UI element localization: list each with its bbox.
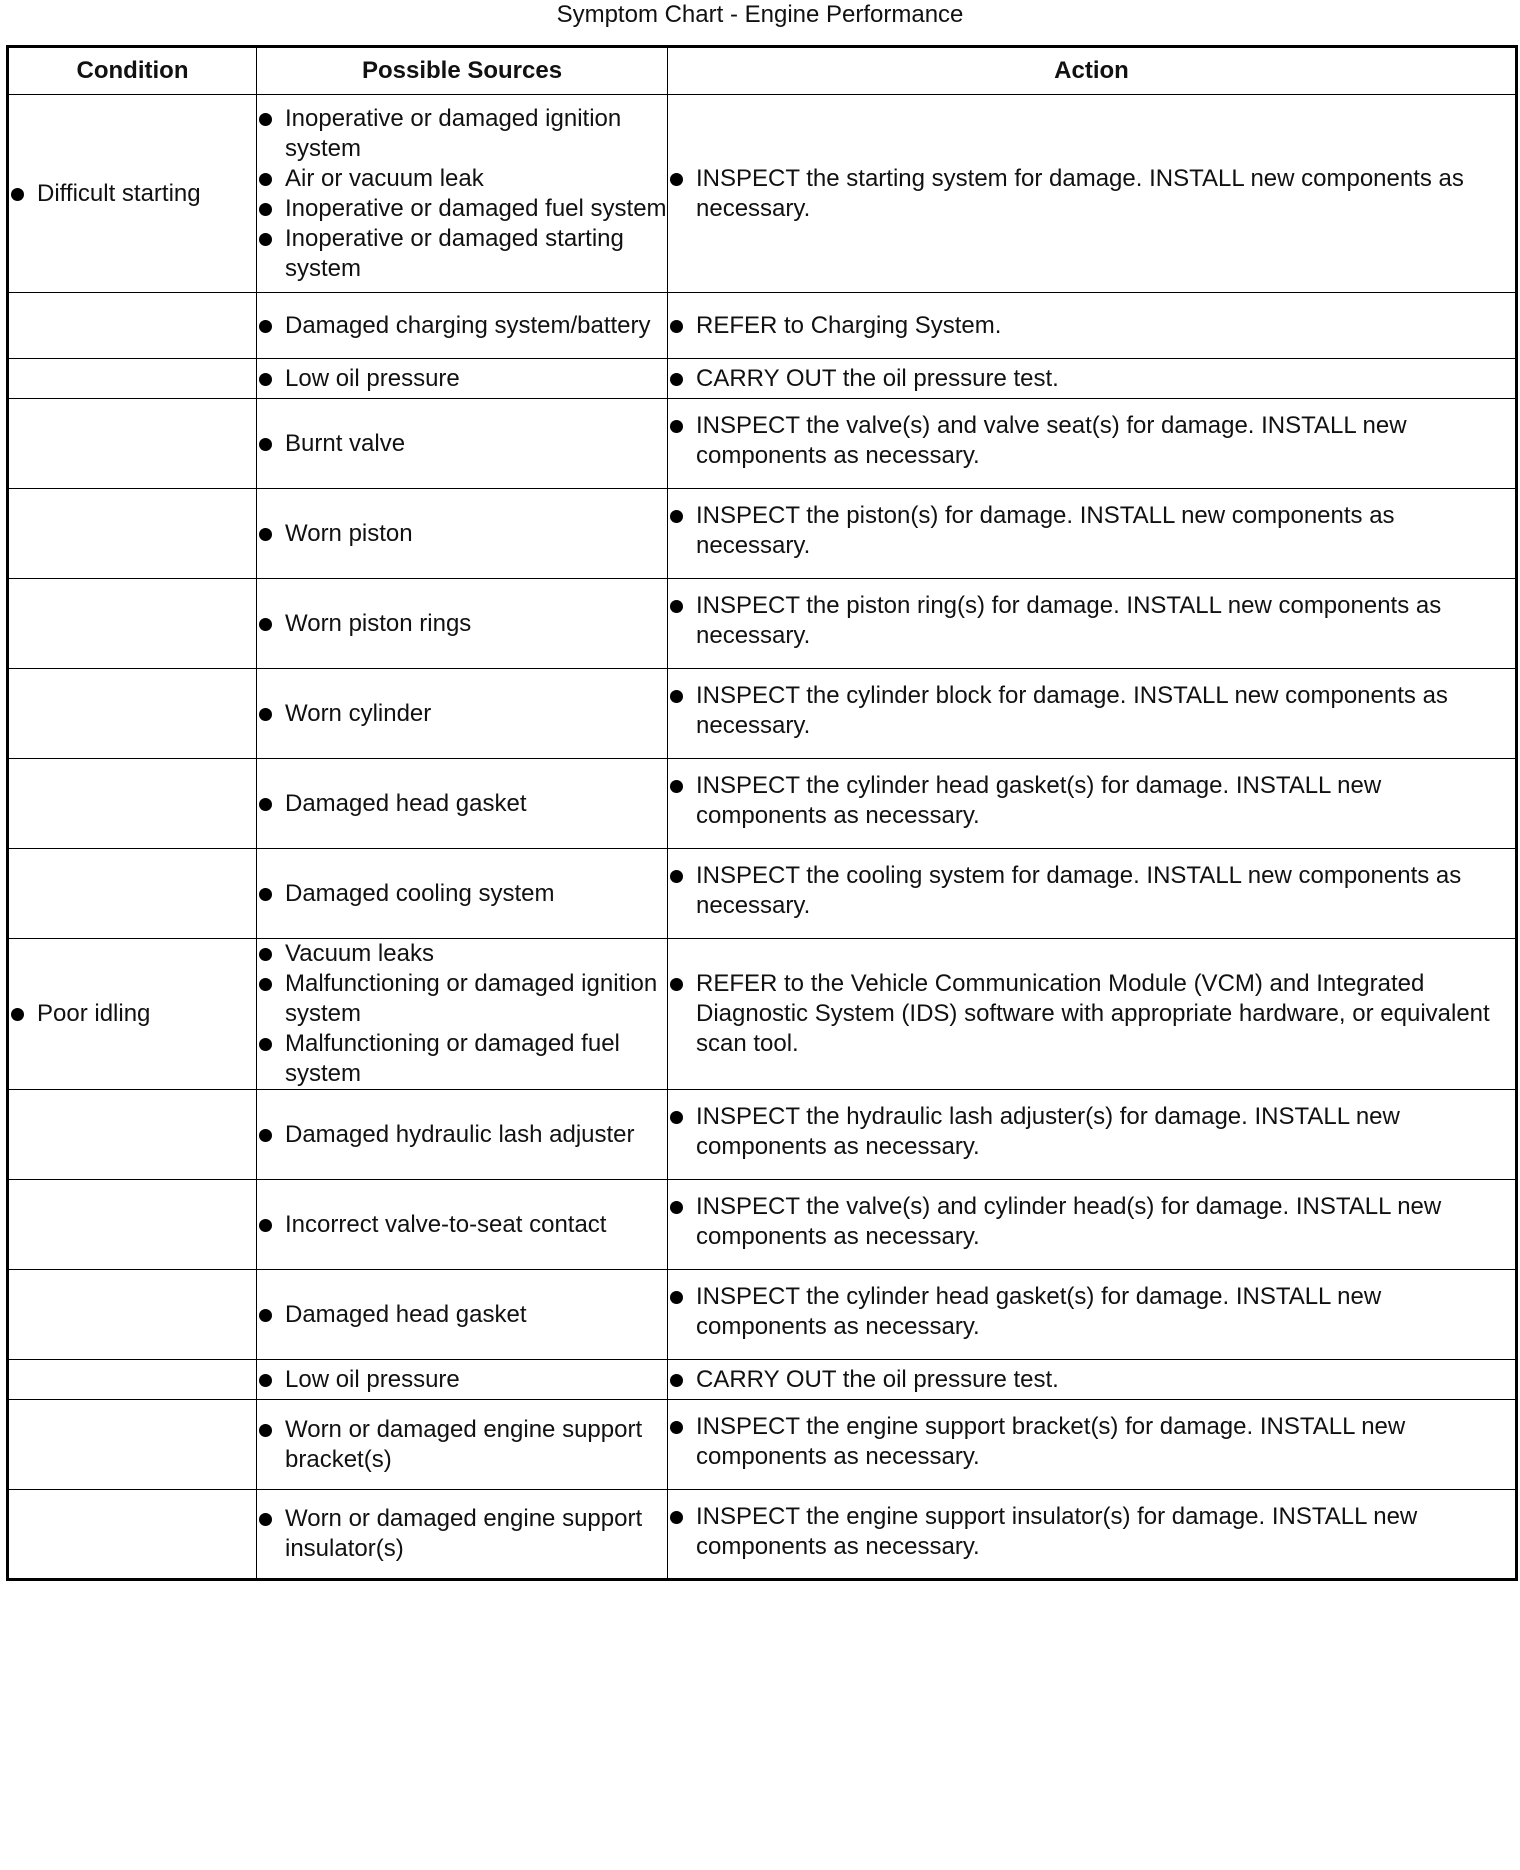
action-cell (668, 95, 1517, 293)
symptom-table (6, 45, 1518, 1581)
action-bullet-item: INSPECT the cylinder head gasket(s) for damage. INSTALL new components as necessary. (668, 1282, 1515, 1342)
possible-sources-cell (257, 1270, 668, 1360)
bullet-list (257, 311, 667, 341)
possible-sources-cell (257, 1490, 668, 1580)
action-bullet-item: INSPECT the hydraulic lash adjuster(s) for damage. INSTALL new components as necessary. (668, 1102, 1515, 1162)
condition-cell (8, 1180, 257, 1270)
bullet-list (257, 104, 667, 284)
action-cell (668, 1490, 1517, 1580)
table-row (8, 759, 1517, 849)
possible-sources-cell (257, 359, 668, 399)
bullet-list (668, 861, 1515, 921)
possible-sources-cell (257, 489, 668, 579)
sources-bullet-item: Damaged cooling system (257, 879, 667, 909)
bullet-list (257, 699, 667, 729)
table-row (8, 359, 1517, 399)
sources-bullet-item: Damaged hydraulic lash adjuster (257, 1120, 667, 1150)
action-bullet-item: INSPECT the piston ring(s) for damage. INSTALL new components as necessary. (668, 591, 1515, 651)
action-bullet-item: INSPECT the cylinder block for damage. INSTALL new components as necessary. (668, 681, 1515, 741)
possible-sources-cell (257, 1360, 668, 1400)
sources-bullet-item: Low oil pressure (257, 1365, 667, 1395)
possible-sources-cell (257, 399, 668, 489)
bullet-list (257, 939, 667, 1089)
bullet-list (668, 1282, 1515, 1342)
action-cell (668, 759, 1517, 849)
action-cell (668, 1360, 1517, 1400)
bullet-list (668, 501, 1515, 561)
sources-bullet-item: Worn piston (257, 519, 667, 549)
action-bullet-item: REFER to Charging System. (668, 311, 1515, 341)
condition-cell (8, 579, 257, 669)
condition-cell (8, 359, 257, 399)
action-cell (668, 399, 1517, 489)
condition-cell (8, 939, 257, 1090)
bullet-list (668, 1502, 1515, 1562)
table-row (8, 399, 1517, 489)
bullet-list (257, 1415, 667, 1475)
table-row (8, 293, 1517, 359)
bullet-list (257, 1300, 667, 1330)
condition-cell (8, 1490, 257, 1580)
table-row (8, 1090, 1517, 1180)
bullet-list (257, 1210, 667, 1240)
bullet-list (668, 311, 1515, 341)
sources-bullet-item: Low oil pressure (257, 364, 667, 394)
bullet-list (257, 879, 667, 909)
condition-cell (8, 399, 257, 489)
action-cell (668, 579, 1517, 669)
header-possible-sources: Possible Sources (257, 47, 668, 95)
possible-sources-cell (257, 1180, 668, 1270)
bullet-list (9, 999, 256, 1029)
table-header-row (8, 47, 1517, 95)
header-action: Action (668, 47, 1517, 95)
possible-sources-cell (257, 939, 668, 1090)
action-cell (668, 1090, 1517, 1180)
action-cell (668, 1270, 1517, 1360)
possible-sources-cell (257, 849, 668, 939)
bullet-list (668, 1412, 1515, 1472)
action-bullet-item: INSPECT the piston(s) for damage. INSTALL new components as necessary. (668, 501, 1515, 561)
bullet-list (668, 1365, 1515, 1395)
action-cell (668, 669, 1517, 759)
action-bullet-item: INSPECT the starting system for damage. INSTALL new components as necessary. (668, 164, 1515, 224)
bullet-list (668, 771, 1515, 831)
action-cell (668, 849, 1517, 939)
action-bullet-item: INSPECT the cooling system for damage. INSTALL new components as necessary. (668, 861, 1515, 921)
condition-bullet-item: Difficult starting (9, 179, 256, 209)
sources-bullet-item: Worn or damaged engine support bracket(s) (257, 1415, 667, 1475)
sources-bullet-item: Damaged head gasket (257, 1300, 667, 1330)
bullet-list (257, 429, 667, 459)
action-bullet-item: INSPECT the cylinder head gasket(s) for damage. INSTALL new components as necessary. (668, 771, 1515, 831)
action-bullet-item: CARRY OUT the oil pressure test. (668, 1365, 1515, 1395)
bullet-list (668, 1192, 1515, 1252)
possible-sources-cell (257, 1090, 668, 1180)
sources-bullet-item: Damaged head gasket (257, 789, 667, 819)
table-row (8, 849, 1517, 939)
action-cell (668, 1400, 1517, 1490)
condition-cell (8, 293, 257, 359)
action-cell (668, 1180, 1517, 1270)
bullet-list (257, 609, 667, 639)
table-row (8, 489, 1517, 579)
action-cell (668, 359, 1517, 399)
table-body (8, 95, 1517, 1580)
table-row (8, 1180, 1517, 1270)
bullet-list (257, 1365, 667, 1395)
header-condition: Condition (8, 47, 257, 95)
bullet-list (668, 164, 1515, 224)
sources-bullet-item: Malfunctioning or damaged fuel system (257, 1029, 667, 1089)
table-row (8, 579, 1517, 669)
action-bullet-item: INSPECT the valve(s) and valve seat(s) for damage. INSTALL new components as necessary. (668, 411, 1515, 471)
bullet-list (668, 591, 1515, 651)
bullet-list (668, 1102, 1515, 1162)
action-bullet-item: INSPECT the engine support bracket(s) for damage. INSTALL new components as necessary. (668, 1412, 1515, 1472)
sources-bullet-item: Air or vacuum leak (257, 164, 667, 194)
bullet-list (257, 519, 667, 549)
chart-title: Symptom Chart - Engine Performance (556, 1, 964, 28)
sources-bullet-item: Malfunctioning or damaged ignition system (257, 969, 667, 1029)
table-row (8, 1270, 1517, 1360)
table-row (8, 669, 1517, 759)
bullet-list (668, 969, 1515, 1059)
condition-cell (8, 95, 257, 293)
condition-bullet-item: Poor idling (9, 999, 256, 1029)
action-bullet-item: REFER to the Vehicle Communication Module (VCM) and Integrated Diagnostic System (IDS) software with appropriate hardware, or equivalent scan tool. (668, 969, 1515, 1059)
bullet-list (668, 411, 1515, 471)
action-cell (668, 489, 1517, 579)
condition-cell (8, 489, 257, 579)
condition-cell (8, 849, 257, 939)
table-row (8, 1490, 1517, 1580)
sources-bullet-item: Incorrect valve-to-seat contact (257, 1210, 667, 1240)
sources-bullet-item: Burnt valve (257, 429, 667, 459)
condition-cell (8, 1090, 257, 1180)
action-cell (668, 939, 1517, 1090)
possible-sources-cell (257, 1400, 668, 1490)
sources-bullet-item: Inoperative or damaged fuel system (257, 194, 667, 224)
sources-bullet-item: Damaged charging system/battery (257, 311, 667, 341)
condition-cell (8, 669, 257, 759)
action-bullet-item: CARRY OUT the oil pressure test. (668, 364, 1515, 394)
bullet-list (257, 1120, 667, 1150)
possible-sources-cell (257, 759, 668, 849)
sources-bullet-item: Worn or damaged engine support insulator(s) (257, 1504, 667, 1564)
action-bullet-item: INSPECT the valve(s) and cylinder head(s) for damage. INSTALL new components as necessary. (668, 1192, 1515, 1252)
condition-cell (8, 1270, 257, 1360)
table-row (8, 939, 1517, 1090)
bullet-list (257, 364, 667, 394)
bullet-list (668, 681, 1515, 741)
bullet-list (257, 789, 667, 819)
bullet-list (9, 179, 256, 209)
possible-sources-cell (257, 95, 668, 293)
condition-cell (8, 1400, 257, 1490)
condition-cell (8, 1360, 257, 1400)
action-bullet-item: INSPECT the engine support insulator(s) for damage. INSTALL new components as necessary. (668, 1502, 1515, 1562)
sources-bullet-item: Worn cylinder (257, 699, 667, 729)
possible-sources-cell (257, 579, 668, 669)
table-row (8, 95, 1517, 293)
table-row (8, 1360, 1517, 1400)
condition-cell (8, 759, 257, 849)
possible-sources-cell (257, 293, 668, 359)
sources-bullet-item: Worn piston rings (257, 609, 667, 639)
bullet-list (668, 364, 1515, 394)
possible-sources-cell (257, 669, 668, 759)
action-cell (668, 293, 1517, 359)
table-row (8, 1400, 1517, 1490)
bullet-list (257, 1504, 667, 1564)
sources-bullet-item: Vacuum leaks (257, 939, 667, 969)
sources-bullet-item: Inoperative or damaged starting system (257, 224, 667, 284)
sources-bullet-item: Inoperative or damaged ignition system (257, 104, 667, 164)
